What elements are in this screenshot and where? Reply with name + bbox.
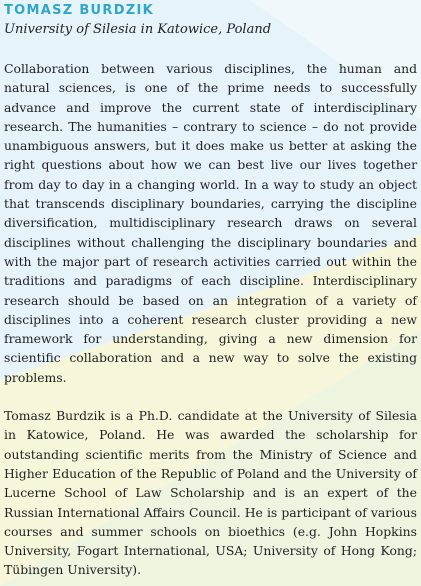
biography-paragraph: Tomasz Burdzik is a Ph.D. candidate at the University of Silesia in Katowice, Poland. He was awarded the scholarship for outstanding scientific merits from the Ministry of Science and Higher Education of the Republic of Poland and the University of Lucerne School of Law Scholarship and is an expert of the Russian International Affairs Council. He is participant of various courses and summer schools on bioethics (e.g. John Hopkins University, Fogart International, USA; University of Hong Kong; Tübingen University).	[4, 408, 417, 578]
abstract-paragraph: Collaboration between various disciplines, the human and natural sciences, is one of the prime needs to successfully advance and improve the current state of interdisciplinary research. The humanities – contrary to science – do not provide unambiguous answers, but it does make us better at asking the right questions about how we can best live our lives together from day to day in a changing world. In a way to study an object that transcends disciplinary boundaries, carrying the discipline diversification, multidisciplinary research draws on several disciplines without challenging the disciplinary boundaries and with the major part of research activities carried out within the traditions and paradigms of each discipline. Interdisciplinary research should be based on an integration of a variety of disciplines into a coherent research cluster providing a new framework for understanding, giving a new dimension for scientific collaboration and a new way to solve the existing problems.	[4, 61, 417, 385]
author-name: TOMASZ BURDZIK	[4, 3, 155, 18]
author-affiliation: University of Silesia in Katowice, Poland	[4, 22, 272, 37]
